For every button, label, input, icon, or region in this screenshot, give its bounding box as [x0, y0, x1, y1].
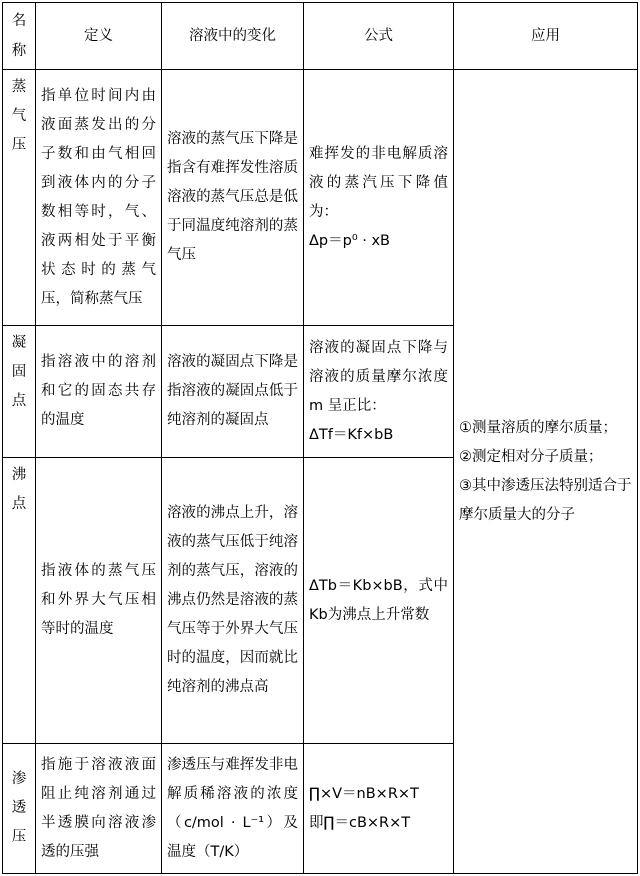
header-formula: 公式	[304, 3, 454, 70]
application-item: ①测量溶质的摩尔质量；	[459, 419, 617, 436]
application-cell	[454, 70, 638, 874]
row-change-osmotic-pressure: 渗透压与难挥发非电解质稀溶液的浓度（c/mol · L⁻¹）及温度（T/K）	[162, 744, 304, 874]
table-row-vapor-pressure	[3, 70, 638, 326]
row-name-vapor-pressure: 蒸气压	[3, 70, 36, 326]
row-formula-boiling-point: ΔTb＝Kb×bB，式中Kb为沸点上升常数	[304, 458, 454, 744]
row-definition-vapor-pressure: 指单位时间内由液面蒸发出的分子数和由气相回到液体内的分子数相等时，气、液两相处于平衡状态时的蒸气压，简称蒸气压	[36, 70, 162, 326]
row-definition-boiling-point: 指液体的蒸气压和外界大气压相等时的温度	[36, 458, 162, 744]
header-definition: 定义	[36, 3, 162, 70]
row-definition-freezing-point: 指溶液中的溶剂和它的固态共存的温度	[36, 326, 162, 458]
header-change: 溶液中的变化	[162, 3, 304, 70]
row-formula-osmotic-pressure: ∏×V＝nB×R×T 即∏＝cB×R×T	[304, 744, 454, 874]
application-item: ②测定相对分子质量；	[459, 448, 603, 465]
row-definition-osmotic-pressure: 指施于溶液液面阻止纯溶剂通过半透膜向溶液渗透的压强	[36, 744, 162, 874]
header-name: 名称	[3, 3, 36, 70]
row-change-freezing-point: 溶液的凝固点下降是指溶液的凝固点低于纯溶剂的凝固点	[162, 326, 304, 458]
application-item: ③其中渗透压法特别适合于摩尔质量大的分子	[459, 477, 632, 523]
row-change-vapor-pressure: 溶液的蒸气压下降是指含有难挥发性溶质溶液的蒸气压总是低于同温度纯溶剂的蒸气压	[162, 70, 304, 326]
header-row	[3, 3, 638, 70]
row-name-boiling-point: 沸点	[3, 458, 36, 744]
row-formula-freezing-point: 溶液的凝固点下降与溶液的质量摩尔浓度 m 呈正比： ΔTf＝Kf×bB	[304, 326, 454, 458]
header-application: 应用	[454, 3, 638, 70]
row-name-osmotic-pressure: 渗透压	[3, 744, 36, 874]
row-change-boiling-point: 溶液的沸点上升，溶液的蒸气压低于纯溶剂的蒸气压，溶液的沸点仍然是溶液的蒸气压等于外界大气压时的温度，因而就比纯溶剂的沸点高	[162, 458, 304, 744]
row-formula-vapor-pressure: 难挥发的非电解质溶液的蒸汽压下降值为： Δp＝p⁰ · xB	[304, 70, 454, 326]
colligative-properties-table	[2, 2, 638, 874]
row-name-freezing-point: 凝固点	[3, 326, 36, 458]
